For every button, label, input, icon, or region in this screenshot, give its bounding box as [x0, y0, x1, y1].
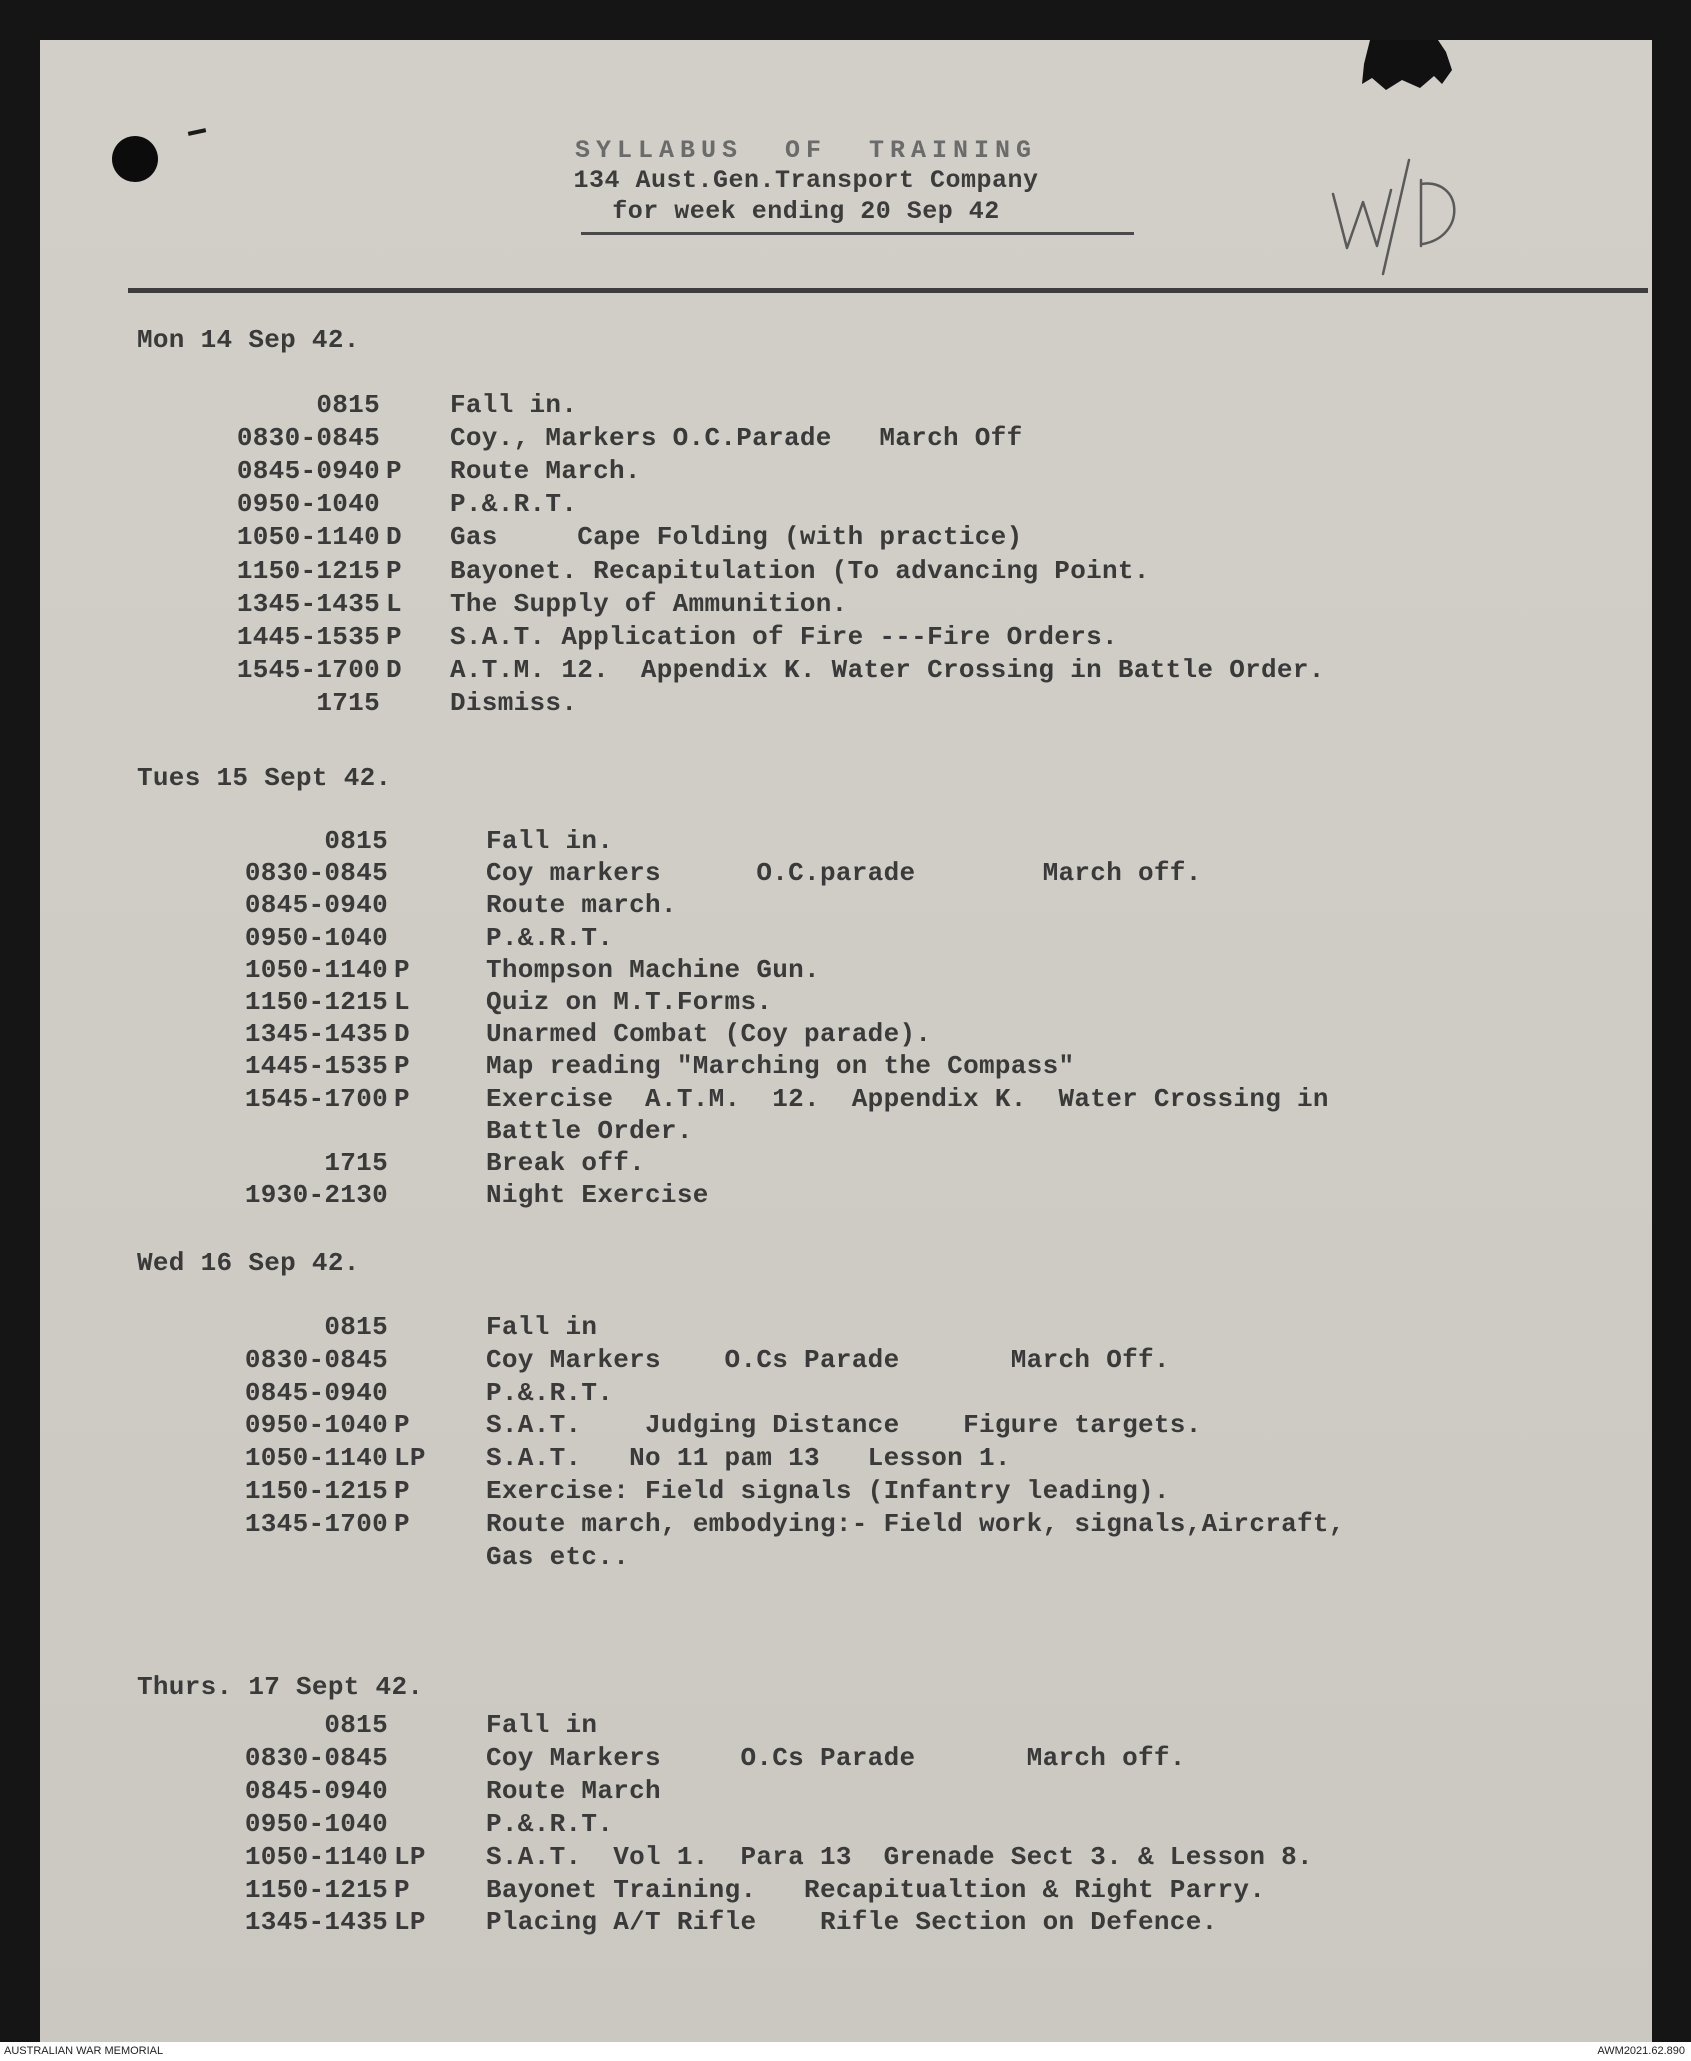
entry-description: Route march, embodying:- Field work, signals,Aircraft, [486, 1508, 1345, 1539]
entry-time: 0950-1040 [244, 1808, 388, 1839]
entry-time: 1345-1700 [244, 1508, 388, 1539]
entry-description: Coy Markers O.Cs Parade March Off. [486, 1344, 1170, 1375]
entry-time: 1150-1215 [236, 555, 380, 586]
entry-description: P.&.R.T. [486, 1808, 614, 1839]
entry-time: 1930-2130 [244, 1180, 388, 1211]
entry-time: 0815 [324, 1710, 388, 1740]
archive-footer [0, 2042, 1691, 2061]
entry-code: P [394, 1874, 410, 1905]
entry-description: Route March. [450, 456, 641, 487]
entry-description: Exercise: Field signals (Infantry leading). [486, 1476, 1170, 1506]
entry-time: 1345-1435 [236, 588, 380, 619]
entry-description: Break off. [486, 1148, 646, 1178]
entry-description: A.T.M. 12. Appendix K. Water Crossing in Battle Order. [450, 654, 1325, 685]
entry-code: P [394, 1410, 410, 1441]
entry-time: 1715 [324, 1148, 388, 1178]
entry-description: Exercise A.T.M. 12. Appendix K. Water Crossing in [486, 1083, 1329, 1114]
entry-description: Bayonet Training. Recapitualtion & Right Parry. [486, 1874, 1266, 1905]
entry-time: 0950-1040 [244, 1410, 388, 1441]
entry-description: Unarmed Combat (Coy parade). [486, 1019, 932, 1050]
entry-code: P [386, 456, 402, 487]
ink-mark-icon [188, 128, 206, 136]
entry-time: 0845-0940 [244, 1377, 388, 1408]
entry-description: S.A.T. No 11 pam 13 Lesson 1. [486, 1443, 1011, 1474]
entry-description: S.A.T. Judging Distance Figure targets. [486, 1410, 1202, 1441]
entry-time: 1445-1535 [236, 621, 380, 652]
entry-description: Route march. [486, 890, 677, 921]
entry-code: P [394, 954, 410, 985]
entry-time: 0830-0845 [244, 1742, 388, 1773]
entry-description: Placing A/T Rifle Rifle Section on Defence. [486, 1907, 1218, 1938]
entry-time: 0815 [324, 1312, 388, 1342]
entry-description: Gas Cape Folding (with practice) [450, 522, 1023, 553]
entry-time: 1050-1140 [244, 1443, 388, 1474]
day-heading: Thurs. 17 Sept 42. [137, 1672, 424, 1702]
week-ending: for week ending 20 Sep 42 [612, 197, 1000, 226]
entry-description: Night Exercise [486, 1180, 709, 1211]
entry-time: 1050-1140 [244, 954, 388, 985]
entry-description: Coy markers O.C.parade March off. [486, 858, 1202, 889]
entry-time: 1445-1535 [244, 1051, 388, 1082]
entry-code: P [394, 1051, 410, 1082]
entry-time: 0845-0940 [244, 1775, 388, 1806]
entry-time: 0815 [316, 390, 380, 420]
entry-code: LP [394, 1443, 426, 1474]
footer-accession-number: AWM2021.62.890 [1597, 2045, 1685, 2057]
entry-description: S.A.T. Vol 1. Para 13 Grenade Sect 3. & Lesson 8. [486, 1841, 1313, 1872]
document-title: SYLLABUS OF TRAINING [574, 136, 1038, 165]
entry-code: D [386, 654, 402, 685]
entry-code: P [394, 1083, 410, 1114]
entry-description: Battle Order. [486, 1115, 693, 1146]
entry-code: D [386, 522, 402, 553]
entry-description: Fall in [486, 1312, 598, 1342]
entry-time: 0830-0845 [236, 423, 380, 454]
torn-corner-icon [1342, 40, 1462, 112]
entry-description: Fall in [486, 1710, 598, 1740]
day-heading: Mon 14 Sep 42. [137, 325, 360, 355]
entry-time: 1545-1700 [236, 654, 380, 685]
entry-code: LP [394, 1907, 426, 1938]
entry-code: P [394, 1508, 410, 1539]
header-underline [581, 232, 1134, 235]
entry-code: P [394, 1476, 410, 1506]
footer-institution: AUSTRALIAN WAR MEMORIAL [4, 2045, 164, 2057]
entry-time: 1150-1215 [244, 987, 388, 1017]
entry-code: P [386, 621, 402, 652]
entry-time: 1345-1435 [244, 1907, 388, 1938]
entry-description: Route March [486, 1775, 661, 1806]
entry-description: Coy Markers O.Cs Parade March off. [486, 1742, 1186, 1773]
unit-name: 134 Aust.Gen.Transport Company [573, 166, 1039, 195]
entry-time: 1345-1435 [244, 1019, 388, 1050]
entry-time: 1150-1215 [244, 1476, 388, 1506]
entry-description: Dismiss. [450, 687, 578, 718]
entry-description: The Supply of Ammunition. [450, 588, 848, 619]
entry-description: Quiz on M.T.Forms. [486, 987, 773, 1017]
entry-code: L [386, 588, 402, 619]
entry-time: 0950-1040 [244, 922, 388, 953]
day-heading: Wed 16 Sep 42. [137, 1248, 360, 1278]
entry-description: Fall in. [450, 390, 578, 420]
day-heading: Tues 15 Sept 42. [137, 763, 392, 793]
entry-description: Fall in. [486, 826, 614, 856]
entry-description: Bayonet. Recapitulation (To advancing Point. [450, 555, 1150, 586]
entry-description: Map reading "Marching on the Compass" [486, 1051, 1075, 1082]
entry-description: P.&.R.T. [486, 922, 614, 953]
entry-time: 0845-0940 [236, 456, 380, 487]
entry-description: P.&.R.T. [450, 489, 578, 520]
document-page [40, 40, 1652, 2042]
entry-description: S.A.T. Application of Fire ---Fire Orders. [450, 621, 1118, 652]
entry-time: 1545-1700 [244, 1083, 388, 1114]
entry-description: Thompson Machine Gun. [486, 954, 820, 985]
entry-description: P.&.R.T. [486, 1377, 614, 1408]
entry-code: D [394, 1019, 410, 1050]
entry-time: 0845-0940 [244, 890, 388, 921]
entry-time: 1050-1140 [236, 522, 380, 553]
entry-code: LP [394, 1841, 426, 1872]
entry-code: P [386, 555, 402, 586]
entry-description: Coy., Markers O.C.Parade March Off [450, 423, 1023, 454]
entry-time: 1150-1215 [244, 1874, 388, 1905]
entry-code: L [394, 987, 410, 1017]
entry-description: Gas etc.. [486, 1541, 630, 1572]
entry-time: 0950-1040 [236, 489, 380, 520]
entry-time: 0830-0845 [244, 1344, 388, 1375]
horizontal-rule [128, 288, 1648, 293]
entry-time: 0815 [324, 826, 388, 856]
entry-time: 1050-1140 [244, 1841, 388, 1872]
entry-time: 0830-0845 [244, 858, 388, 889]
entry-time: 1715 [316, 687, 380, 718]
